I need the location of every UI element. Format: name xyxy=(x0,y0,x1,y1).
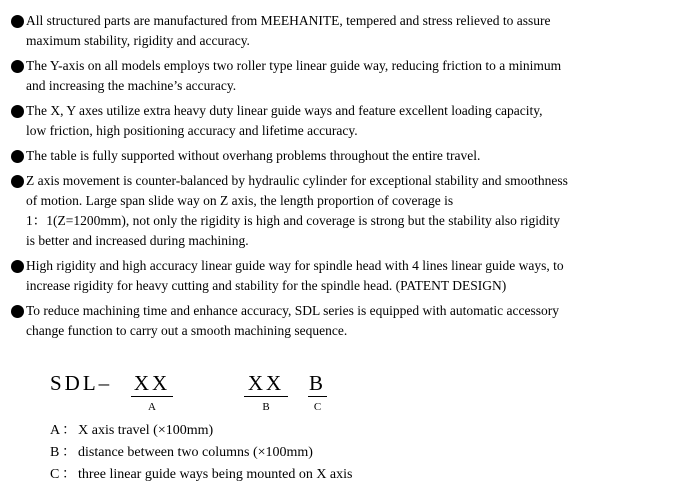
legend-item-c xyxy=(50,464,352,486)
bullet-icon xyxy=(11,175,24,188)
feature-item xyxy=(11,146,681,166)
legend-description: X axis travel (×100mm) xyxy=(78,423,214,438)
feature-text: The X, Y axes utilize extra heavy duty linear guide ways and feature excellent loading capacity, low friction, high positioning accuracy and lifetime accuracy. xyxy=(26,103,543,138)
bullet-icon xyxy=(11,260,24,273)
legend-key: B xyxy=(50,445,60,460)
legend-colon: ： xyxy=(62,467,76,482)
model-slot-label-a: A xyxy=(148,401,156,413)
bullet-icon xyxy=(11,60,24,73)
feature-text: To reduce machining time and enhance accuracy, SDL series is equipped with automatic accessory change function to carry out a smooth machining sequence. xyxy=(26,303,559,338)
model-slot-label-c: C xyxy=(313,401,322,413)
bullet-icon xyxy=(11,15,24,28)
feature-text: Z axis movement is counter-balanced by hydraulic cylinder for exceptional stability and smoothness of motion. Large span slide way on Z axis, the length proportion of coverage is 1：1(Z=1200mm), not only the rigidity is high and coverage is strong but the stability also rigidity is better and increased during machining. xyxy=(26,173,568,248)
legend-item-a xyxy=(50,420,352,442)
feature-text: The table is fully supported without overhang problems throughout the entire travel. xyxy=(26,148,481,163)
legend-colon: ： xyxy=(62,445,76,460)
legend-item-b xyxy=(50,442,352,464)
model-slot-a: XX xyxy=(131,370,173,397)
feature-item xyxy=(11,256,681,296)
legend-key: C xyxy=(50,467,60,482)
model-code-diagram xyxy=(50,370,370,416)
feature-text: All structured parts are manufactured from MEEHANITE, tempered and stress relieved to assure maximum stability, rigidity and accuracy. xyxy=(26,13,551,48)
feature-item xyxy=(11,301,681,341)
legend-colon: ： xyxy=(62,423,77,438)
feature-item xyxy=(11,101,681,141)
feature-text: High rigidity and high accuracy linear guide way for spindle head with 4 lines linear guide ways, to increase rigidity for heavy cutting and stability for the spindle head. (PATENT DESIGN) xyxy=(26,258,564,293)
legend-description: three linear guide ways being mounted on X axis xyxy=(78,467,353,482)
bullet-icon xyxy=(11,150,24,163)
model-slot-b: XX xyxy=(244,370,288,397)
feature-item xyxy=(11,11,681,51)
legend-description: distance between two columns (×100mm) xyxy=(78,445,313,460)
model-code-legend xyxy=(50,420,352,486)
model-slot-c: B xyxy=(308,371,326,395)
model-slot-label-b: B xyxy=(262,401,270,413)
bullet-icon xyxy=(11,305,24,318)
feature-item xyxy=(11,171,681,251)
feature-text: The Y-axis on all models employs two roller type linear guide way, reducing friction to a minimum and increasing the machine’s accuracy. xyxy=(26,58,562,93)
feature-list xyxy=(11,11,681,346)
bullet-icon xyxy=(11,105,24,118)
legend-key: A xyxy=(50,423,61,438)
model-prefix: SDL– xyxy=(50,371,113,395)
feature-item xyxy=(11,56,681,96)
